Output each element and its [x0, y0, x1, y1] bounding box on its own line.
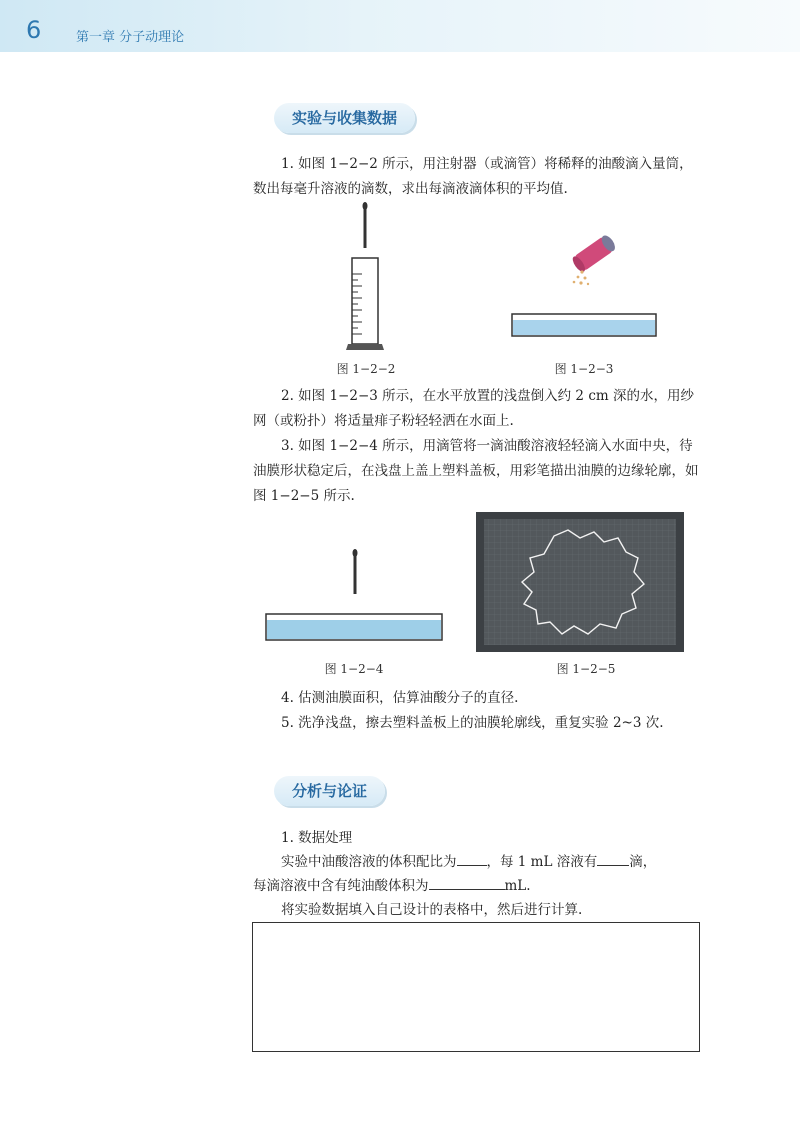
chapter-title: 第一章 分子动理论 [76, 30, 185, 45]
drops-unit-label: 滴， [629, 854, 657, 870]
data-table-answer-box[interactable] [252, 922, 700, 1052]
figure-caption-1-2-5: 图 1−2−5 [556, 662, 616, 676]
figure-caption-1-2-3: 图 1−2−3 [554, 362, 614, 376]
graduated-cylinder-figure [330, 200, 400, 352]
step-1-text: 1. 如图 1−2−2 所示，用注射器（或滴管）将稀释的油酸滴入量筒，数出每毫升溶液的滴数，求出每滴液滴体积的平均值. [253, 156, 693, 197]
figure-caption-1-2-2: 图 1−2−2 [336, 362, 396, 376]
table-instruction-text: 将实验数据填入自己设计的表格中，然后进行计算. [281, 902, 583, 918]
volume-ratio-line [253, 850, 701, 875]
step-2-text: 2. 如图 1−2−3 所示，在水平放置的浅盘倒入约 2 cm 深的水，用纱网（或粉扑）将适量痱子粉轻轻洒在水面上. [253, 388, 694, 429]
step-5-text: 5. 洗净浅盘，擦去塑料盖板上的油膜轮廓线，重复实验 2~3 次. [281, 715, 664, 731]
step-3-text: 3. 如图 1−2−4 所示，用滴管将一滴油酸溶液轻轻滴入水面中央，待油膜形状稳定后，在浅盘上盖上塑料盖板，用彩笔描出油膜的边缘轮廓，如图 1−2−5 所示. [253, 438, 699, 504]
pure-oil-volume-blank[interactable] [429, 889, 505, 890]
shallow-tray-powder-figure [510, 232, 660, 342]
section-title-experiment: 实验与收集数据 [274, 103, 415, 133]
section-title-analysis: 分析与论证 [274, 776, 385, 806]
step-4-text: 4. 估测油膜面积，估算油酸分子的直径. [281, 690, 519, 706]
dropper-tray-figure [262, 548, 446, 644]
pure-oil-volume-label: 每滴溶液中含有纯油酸体积为 [253, 878, 429, 894]
data-processing-heading: 1. 数据处理 [281, 830, 353, 846]
oil-film-outline-figure [476, 512, 684, 652]
figure-caption-1-2-4: 图 1−2−4 [324, 662, 384, 676]
volume-unit-label: mL. [504, 878, 531, 894]
pure-oil-volume-line [253, 874, 701, 899]
page-header [0, 0, 800, 52]
drops-per-ml-label: ，每 1 mL 溶液有 [486, 854, 598, 870]
drops-per-ml-blank[interactable] [597, 865, 629, 866]
page-number: 6 [26, 16, 42, 44]
volume-ratio-blank[interactable] [457, 865, 487, 866]
volume-ratio-label: 实验中油酸溶液的体积配比为 [281, 854, 457, 870]
